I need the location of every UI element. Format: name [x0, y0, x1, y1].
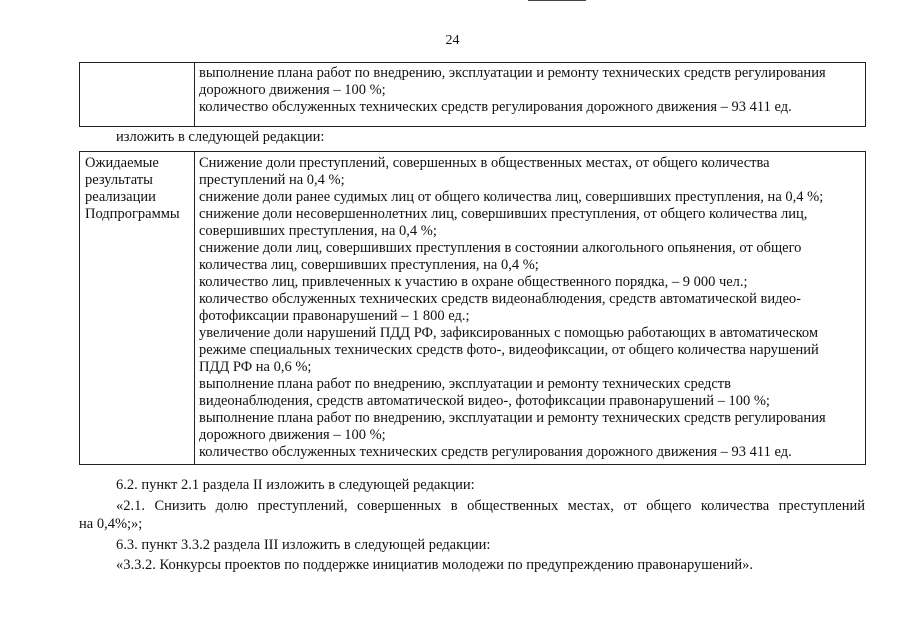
result-line: Снижение доли преступлений, совершенных в общественных местах, от общего количества: [199, 155, 770, 171]
table-continuation: [79, 62, 866, 127]
text-line: выполнение плана работ по внедрению, эксплуатации и ремонту технических средств регулирования: [199, 65, 826, 81]
text-line: количество обслуженных технических средств регулирования дорожного движения – 93 411 ед.: [199, 99, 792, 115]
result-line: ПДД РФ на 0,6 %;: [199, 359, 312, 375]
paragraph-6-3: 6.3. пункт 3.3.2 раздела III изложить в следующей редакции:: [116, 537, 491, 553]
top-rule: [528, 0, 586, 1]
expected-results-table: [79, 151, 866, 465]
result-line: количества лиц, совершивших преступления, на 0,4 %;: [199, 257, 539, 273]
result-line: увеличение доли нарушений ПДД РФ, зафиксированных с помощью работающих в автоматическом: [199, 325, 819, 341]
table-left-cell: [80, 63, 195, 127]
result-line: преступлений на 0,4 %;: [199, 172, 345, 188]
result-line: снижение доли несовершеннолетних лиц, совершивших преступления, от общего количества лиц,: [199, 206, 808, 222]
row-header-line: реализации: [85, 189, 156, 205]
result-line: количество лиц, привлеченных к участию в охране общественного порядка, – 9 000 чел.;: [199, 274, 748, 290]
row-header-line: Подпрограммы: [85, 206, 180, 222]
result-line: снижение доли лиц, совершивших преступления в состоянии алкогольного опьянения, от общего: [199, 240, 802, 256]
paragraph-2-1-line-2: на 0,4%;»;: [79, 516, 143, 532]
results-cell: [195, 152, 866, 465]
result-line: фотофиксации правонарушений – 1 800 ед.;: [199, 308, 470, 324]
paragraph-2-1-line-1: «2.1. Снизить долю преступлений, совершенных в общественных местах, от общего количества преступлений: [116, 498, 865, 514]
row-header-line: результаты: [85, 172, 153, 188]
row-header-cell: [80, 152, 195, 465]
result-line: режиме специальных технических средств фото-, видеофиксации, от общего количества нарушений: [199, 342, 819, 358]
paragraph-6-2: 6.2. пункт 2.1 раздела II изложить в следующей редакции:: [116, 477, 475, 493]
text-line: дорожного движения – 100 %;: [199, 82, 386, 98]
result-line: снижение доли ранее судимых лиц от общего количества лиц, совершивших преступления, на 0,4 %;: [199, 189, 824, 205]
paragraph-3-3-2: «3.3.2. Конкурсы проектов по поддержке инициатив молодежи по предупреждению правонарушений».: [116, 557, 754, 573]
result-line: выполнение плана работ по внедрению, эксплуатации и ремонту технических средств: [199, 376, 731, 392]
result-line: количество обслуженных технических средств регулирования дорожного движения – 93 411 ед.: [199, 444, 792, 460]
result-line: выполнение плана работ по внедрению, эксплуатации и ремонту технических средств регулирования: [199, 410, 826, 426]
table-right-cell: [195, 63, 866, 127]
result-line: дорожного движения – 100 %;: [199, 427, 386, 443]
row-header-line: Ожидаемые: [85, 155, 159, 171]
result-line: видеонаблюдения, средств автоматической видео-, фотофиксации правонарушений – 100 %;: [199, 393, 770, 409]
result-line: совершивших преступления, на 0,4 %;: [199, 223, 437, 239]
page-number: 24: [445, 33, 460, 48]
result-line: количество обслуженных технических средств видеонаблюдения, средств автоматической видео-: [199, 291, 801, 307]
intro-text: изложить в следующей редакции:: [116, 129, 325, 145]
